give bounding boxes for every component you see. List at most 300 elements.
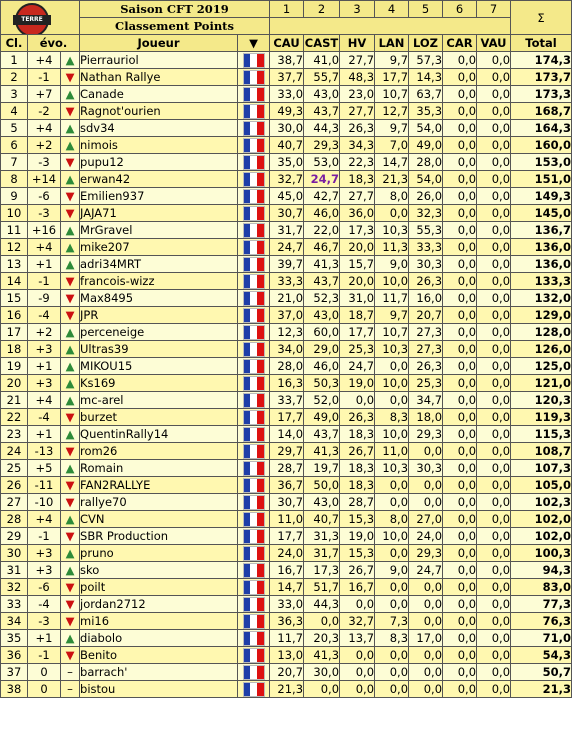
arrow-down-icon: ▼ [61, 103, 80, 120]
stage-score: 26,3 [409, 358, 443, 375]
french-flag-icon [243, 376, 265, 391]
col-header-stage: VAU [477, 35, 511, 52]
arrow-down-icon: ▼ [61, 409, 80, 426]
stage-score: 0,0 [477, 188, 511, 205]
stage-score: 0,0 [443, 358, 477, 375]
stage-score: 16,3 [270, 375, 304, 392]
stage-score: 10,7 [375, 324, 409, 341]
flag-cell [238, 239, 270, 256]
player-name: poilt [80, 579, 238, 596]
stage-score: 10,3 [375, 341, 409, 358]
stage-score: 46,0 [304, 358, 340, 375]
stage-score: 0,0 [477, 341, 511, 358]
evolution-value: +4 [28, 511, 61, 528]
arrow-up-icon: ▲ [61, 256, 80, 273]
stage-score: 32,7 [270, 171, 304, 188]
stage-score: 30,0 [304, 664, 340, 681]
player-name: Max8495 [80, 290, 238, 307]
stage-number: 3 [340, 1, 375, 18]
stage-score: 12,3 [270, 324, 304, 341]
total-score: 115,3 [511, 426, 572, 443]
player-name: Ks169 [80, 375, 238, 392]
stage-score: 43,7 [304, 273, 340, 290]
flag-cell [238, 392, 270, 409]
french-flag-icon [243, 444, 265, 459]
arrow-down-icon: ▼ [61, 613, 80, 630]
stage-score: 50,0 [304, 477, 340, 494]
arrow-down-icon: ▼ [61, 443, 80, 460]
stage-score: 41,3 [304, 647, 340, 664]
stage-score: 44,3 [304, 596, 340, 613]
subtitle-row [1, 18, 572, 35]
flag-cell [238, 630, 270, 647]
position-cell: 19 [1, 358, 28, 375]
stage-score: 0,0 [477, 256, 511, 273]
stage-score: 0,0 [477, 273, 511, 290]
position-cell: 31 [1, 562, 28, 579]
flag-cell [238, 681, 270, 698]
stage-score: 0,0 [477, 154, 511, 171]
evolution-value: -2 [28, 103, 61, 120]
position-cell: 24 [1, 443, 28, 460]
french-flag-icon [243, 155, 265, 170]
total-score: 94,3 [511, 562, 572, 579]
total-score: 107,3 [511, 460, 572, 477]
player-name: Benito [80, 647, 238, 664]
player-name: JAJA71 [80, 205, 238, 222]
french-flag-icon [243, 495, 265, 510]
arrow-down-icon: ▼ [61, 154, 80, 171]
stage-score: 33,7 [270, 392, 304, 409]
flag-cell [238, 375, 270, 392]
stage-score: 44,3 [304, 120, 340, 137]
position-cell: 11 [1, 222, 28, 239]
evolution-value: +3 [28, 545, 61, 562]
arrow-down-icon: ▼ [61, 528, 80, 545]
evolution-value: +4 [28, 120, 61, 137]
stage-score: 0,0 [477, 171, 511, 188]
stage-score: 46,0 [304, 205, 340, 222]
arrow-down-icon: ▼ [61, 477, 80, 494]
stage-score: 0,0 [443, 341, 477, 358]
total-score: 77,3 [511, 596, 572, 613]
stage-score: 27,3 [409, 341, 443, 358]
position-cell: 21 [1, 392, 28, 409]
arrow-down-icon: ▼ [61, 596, 80, 613]
stage-score: 0,0 [443, 681, 477, 698]
stage-score: 0,0 [443, 273, 477, 290]
player-name: QuentinRally14 [80, 426, 238, 443]
stage-score: 0,0 [477, 137, 511, 154]
stage-score: 13,0 [270, 647, 304, 664]
player-name: Emilien937 [80, 188, 238, 205]
player-name: bistou [80, 681, 238, 698]
evolution-value: +2 [28, 324, 61, 341]
arrow-down-icon: ▼ [61, 307, 80, 324]
arrow-up-icon: ▲ [61, 239, 80, 256]
stage-score: 0,0 [340, 647, 375, 664]
stage-score: 41,0 [304, 52, 340, 69]
position-cell: 13 [1, 256, 28, 273]
evolution-value: +5 [28, 460, 61, 477]
player-name: jordan2712 [80, 596, 238, 613]
evolution-value: -1 [28, 273, 61, 290]
player-name: mike207 [80, 239, 238, 256]
evolution-value: +1 [28, 256, 61, 273]
table-row [1, 409, 572, 426]
arrow-up-icon: ▲ [61, 120, 80, 137]
classement-title: Classement Points [80, 18, 270, 35]
stage-score: 49,3 [270, 103, 304, 120]
stage-score: 8,3 [375, 630, 409, 647]
total-score: 105,0 [511, 477, 572, 494]
total-score: 102,0 [511, 528, 572, 545]
stage-score: 26,3 [340, 409, 375, 426]
player-name: FAN2RALLYE [80, 477, 238, 494]
total-score: 136,0 [511, 256, 572, 273]
evolution-value: +2 [28, 137, 61, 154]
stage-score: 43,0 [304, 494, 340, 511]
stage-score: 32,3 [409, 205, 443, 222]
evolution-value: +4 [28, 239, 61, 256]
flag-cell [238, 426, 270, 443]
stage-score: 0,0 [477, 103, 511, 120]
stage-score: 14,3 [409, 69, 443, 86]
stage-score: 0,0 [477, 494, 511, 511]
evolution-value: 0 [28, 664, 61, 681]
total-score: 149,3 [511, 188, 572, 205]
stage-score: 39,7 [270, 256, 304, 273]
stage-score: 9,7 [375, 120, 409, 137]
table-row [1, 324, 572, 341]
stage-score: 0,0 [409, 681, 443, 698]
flag-cell [238, 188, 270, 205]
stage-score: 11,7 [375, 290, 409, 307]
stage-score: 0,0 [477, 511, 511, 528]
evolution-value: 0 [28, 681, 61, 698]
arrow-up-icon: ▲ [61, 86, 80, 103]
stage-score: 20,7 [409, 307, 443, 324]
col-header-stage: LAN [375, 35, 409, 52]
stage-score: 30,7 [270, 494, 304, 511]
stage-score: 0,0 [477, 69, 511, 86]
stage-score: 43,7 [304, 103, 340, 120]
stage-score: 0,0 [477, 426, 511, 443]
stage-score: 52,0 [304, 392, 340, 409]
column-header-row [1, 35, 572, 52]
player-name: sko [80, 562, 238, 579]
flag-cell [238, 664, 270, 681]
stage-score: 0,0 [443, 375, 477, 392]
stage-score: 20,0 [340, 273, 375, 290]
player-name: pupu12 [80, 154, 238, 171]
col-header-player: Joueur [80, 35, 238, 52]
stage-score: 0,0 [443, 477, 477, 494]
stage-score: 0,0 [340, 392, 375, 409]
stage-score: 30,3 [409, 460, 443, 477]
evolution-value: +1 [28, 358, 61, 375]
player-name: mc-arel [80, 392, 238, 409]
flag-cell [238, 256, 270, 273]
stage-score: 36,0 [340, 205, 375, 222]
flag-cell [238, 205, 270, 222]
stage-score: 29,0 [304, 341, 340, 358]
stage-score: 0,0 [409, 477, 443, 494]
stage-score: 28,7 [270, 460, 304, 477]
stage-score: 31,3 [304, 528, 340, 545]
stage-score: 0,0 [409, 613, 443, 630]
stage-score: 54,0 [409, 120, 443, 137]
player-name: burzet [80, 409, 238, 426]
stage-score: 48,3 [340, 69, 375, 86]
table-row [1, 647, 572, 664]
stage-score: 11,0 [375, 443, 409, 460]
flag-cell [238, 443, 270, 460]
stage-score: 11,0 [270, 511, 304, 528]
stage-score: 0,0 [443, 528, 477, 545]
stage-score: 0,0 [477, 307, 511, 324]
stage-score: 0,0 [477, 409, 511, 426]
stage-score: 0,0 [443, 579, 477, 596]
player-name: rallye70 [80, 494, 238, 511]
stage-score: 41,3 [304, 256, 340, 273]
stage-score: 21,3 [375, 171, 409, 188]
evolution-value: -6 [28, 188, 61, 205]
flag-cell [238, 324, 270, 341]
stage-score: 0,0 [443, 613, 477, 630]
stage-score: 0,0 [409, 443, 443, 460]
stage-score: 45,0 [270, 188, 304, 205]
player-name: MIKOU15 [80, 358, 238, 375]
stage-score: 0,0 [477, 205, 511, 222]
french-flag-icon [243, 308, 265, 323]
stage-score: 0,0 [443, 137, 477, 154]
stage-score: 43,0 [304, 86, 340, 103]
evolution-value: -10 [28, 494, 61, 511]
arrow-up-icon: ▲ [61, 392, 80, 409]
stage-score: 18,3 [340, 460, 375, 477]
stage-score: 35,0 [270, 154, 304, 171]
flag-cell [238, 86, 270, 103]
flag-cell [238, 562, 270, 579]
flag-cell [238, 154, 270, 171]
stage-score: 50,3 [304, 375, 340, 392]
stage-score: 0,0 [375, 477, 409, 494]
stage-score: 37,0 [270, 307, 304, 324]
total-score: 126,0 [511, 341, 572, 358]
stage-score: 40,7 [304, 511, 340, 528]
sigma-symbol: Σ [511, 1, 572, 35]
position-cell: 35 [1, 630, 28, 647]
position-cell: 4 [1, 103, 28, 120]
stage-score: 32,7 [340, 613, 375, 630]
total-score: 119,3 [511, 409, 572, 426]
stage-score: 30,3 [409, 256, 443, 273]
evolution-value: +3 [28, 562, 61, 579]
arrow-up-icon: ▲ [61, 511, 80, 528]
evolution-value: +4 [28, 52, 61, 69]
evolution-value: -1 [28, 647, 61, 664]
evolution-value: +3 [28, 341, 61, 358]
player-name: nimois [80, 137, 238, 154]
total-score: 168,7 [511, 103, 572, 120]
stage-score: 17,3 [340, 222, 375, 239]
position-cell: 30 [1, 545, 28, 562]
flag-cell [238, 171, 270, 188]
table-row [1, 256, 572, 273]
stage-score: 0,0 [477, 460, 511, 477]
filter-dropdown-button[interactable]: ▼ [238, 35, 270, 52]
total-score: 120,3 [511, 392, 572, 409]
stage-number: 2 [304, 1, 340, 18]
stage-score: 55,3 [409, 222, 443, 239]
evolution-value: -4 [28, 307, 61, 324]
stage-score: 0,0 [477, 562, 511, 579]
stage-score: 26,3 [340, 120, 375, 137]
stage-score: 18,3 [340, 171, 375, 188]
stage-score: 0,0 [443, 86, 477, 103]
stage-score: 0,0 [375, 596, 409, 613]
stage-score: 8,0 [375, 511, 409, 528]
col-header-stage: CAU [270, 35, 304, 52]
stage-score: 15,7 [340, 256, 375, 273]
stage-score: 0,0 [477, 545, 511, 562]
stage-score: 0,0 [375, 494, 409, 511]
stage-score: 24,7 [340, 358, 375, 375]
french-flag-icon [243, 359, 265, 374]
stage-score: 26,7 [340, 562, 375, 579]
stage-number: 1 [270, 1, 304, 18]
position-cell: 27 [1, 494, 28, 511]
evolution-value: +1 [28, 630, 61, 647]
position-cell: 14 [1, 273, 28, 290]
col-header-position: Cl. [1, 35, 28, 52]
french-flag-icon [243, 172, 265, 187]
evolution-value: -3 [28, 613, 61, 630]
evolution-value: -1 [28, 69, 61, 86]
table-row [1, 392, 572, 409]
position-cell: 2 [1, 69, 28, 86]
table-row [1, 239, 572, 256]
stage-score: 0,0 [477, 477, 511, 494]
stage-score: 0,0 [375, 681, 409, 698]
table-row [1, 137, 572, 154]
stage-score: 17,7 [270, 528, 304, 545]
total-score: 71,0 [511, 630, 572, 647]
stage-score: 0,0 [443, 426, 477, 443]
stage-score: 9,7 [375, 307, 409, 324]
player-name: diabolo [80, 630, 238, 647]
position-cell: 32 [1, 579, 28, 596]
arrow-up-icon: ▲ [61, 222, 80, 239]
stage-score: 18,7 [340, 307, 375, 324]
position-cell: 29 [1, 528, 28, 545]
arrow-down-icon: ▼ [61, 579, 80, 596]
stage-score: 19,7 [304, 460, 340, 477]
evolution-value: -1 [28, 528, 61, 545]
stage-score: 0,0 [477, 239, 511, 256]
total-score: 136,0 [511, 239, 572, 256]
position-cell: 16 [1, 307, 28, 324]
french-flag-icon [243, 410, 265, 425]
player-name: MrGravel [80, 222, 238, 239]
stage-score: 20,7 [270, 664, 304, 681]
french-flag-icon [243, 648, 265, 663]
evolution-value: +14 [28, 171, 61, 188]
arrow-up-icon: ▲ [61, 460, 80, 477]
stage-score: 13,7 [340, 630, 375, 647]
position-cell: 26 [1, 477, 28, 494]
stage-score: 0,0 [477, 443, 511, 460]
french-flag-icon [243, 512, 265, 527]
player-name: rom26 [80, 443, 238, 460]
stage-number: 5 [409, 1, 443, 18]
flag-cell [238, 341, 270, 358]
stage-score: 24,0 [409, 528, 443, 545]
stage-score: 37,7 [270, 69, 304, 86]
stage-score: 34,7 [409, 392, 443, 409]
stage-score: 0,0 [477, 596, 511, 613]
stage-score: 33,3 [409, 239, 443, 256]
stage-score: 0,0 [443, 239, 477, 256]
total-score: 151,0 [511, 171, 572, 188]
arrow-up-icon: ▲ [61, 52, 80, 69]
stage-score: 0,0 [443, 511, 477, 528]
french-flag-icon [243, 580, 265, 595]
stage-score: 17,7 [340, 324, 375, 341]
table-row [1, 511, 572, 528]
position-cell: 10 [1, 205, 28, 222]
position-cell: 17 [1, 324, 28, 341]
table-row [1, 205, 572, 222]
player-name: CVN [80, 511, 238, 528]
table-row [1, 375, 572, 392]
stage-score: 31,0 [340, 290, 375, 307]
flag-cell [238, 528, 270, 545]
stage-score: 0,0 [477, 664, 511, 681]
evolution-value: -9 [28, 290, 61, 307]
stage-score: 0,0 [375, 392, 409, 409]
total-score: 125,0 [511, 358, 572, 375]
french-flag-icon [243, 291, 265, 306]
stage-score: 10,3 [375, 460, 409, 477]
stage-score: 24,7 [270, 239, 304, 256]
stage-score: 11,3 [375, 239, 409, 256]
stage-score: 0,0 [375, 579, 409, 596]
arrow-down-icon: ▼ [61, 69, 80, 86]
stage-score: 27,3 [409, 324, 443, 341]
col-header-stage: CAR [443, 35, 477, 52]
table-row [1, 171, 572, 188]
flag-cell [238, 120, 270, 137]
total-score: 100,3 [511, 545, 572, 562]
stage-score: 0,0 [409, 579, 443, 596]
position-cell: 33 [1, 596, 28, 613]
position-cell: 36 [1, 647, 28, 664]
stage-number: 6 [443, 1, 477, 18]
total-score: 102,0 [511, 511, 572, 528]
stage-score: 0,0 [304, 613, 340, 630]
stage-score: 16,7 [270, 562, 304, 579]
table-row [1, 307, 572, 324]
player-name: JPR [80, 307, 238, 324]
stage-score: 0,0 [477, 290, 511, 307]
stage-score: 46,7 [304, 239, 340, 256]
dash-icon: – [61, 681, 80, 698]
french-flag-icon [243, 597, 265, 612]
stage-score: 27,7 [340, 188, 375, 205]
stage-score: 29,3 [409, 545, 443, 562]
